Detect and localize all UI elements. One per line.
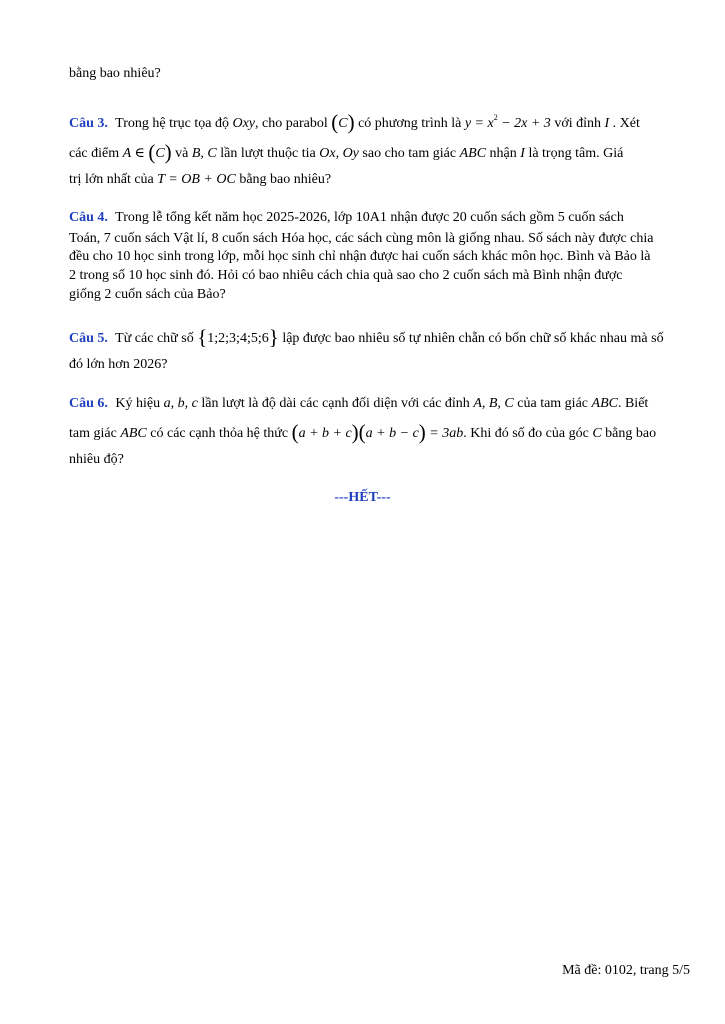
question-6-line-2 — [69, 420, 657, 444]
question-4-line-1 — [69, 210, 624, 226]
math-a: A ∈ — [122, 146, 145, 161]
text: của tam giác — [517, 396, 589, 411]
math-abc: ABC — [120, 426, 147, 441]
text: bằng bao nhiêu? — [239, 172, 332, 187]
math-diff: a + b − c — [365, 426, 419, 441]
text: ? — [161, 357, 168, 372]
question-4-line-2: Toán, 7 cuốn sách Vật lí, 8 cuốn sách Hóa học, các sách cùng môn là giống nhau. Số sách này được chia — [69, 231, 654, 246]
question-4-line-4: 2 trong số 10 học sinh đó. Hỏi có bao nhiêu cách chia quà sao cho 2 cuốn sách mà Bình nhận được — [69, 268, 623, 283]
text: đó lớn hơn — [69, 357, 130, 372]
question-3-line-1 — [69, 110, 640, 134]
text: và — [175, 146, 189, 161]
brace-open: { — [197, 325, 208, 349]
text: với đỉnh — [554, 116, 601, 131]
question-3-line-2 — [69, 140, 624, 164]
text: bằng bao — [605, 426, 657, 441]
text: tam giác — [69, 426, 117, 441]
end-mark: ---HẾT--- — [334, 490, 391, 505]
question-6-line-3: nhiêu độ? — [69, 452, 124, 467]
text: có các cạnh thỏa hệ thức — [150, 426, 289, 441]
paren-open: ( — [148, 140, 156, 164]
text: Trong lễ tổng kết năm học 2025-2026, lớp 10A1 nhận được 20 cuốn sách gồm 5 cuốn sách — [115, 210, 624, 225]
math-abc-vertices: A, B, C — [473, 396, 514, 411]
question-5-line-2 — [69, 357, 167, 373]
text: là trọng tâm. Giá — [528, 146, 624, 161]
question-6-line-1 — [69, 396, 648, 412]
paren-close: ) — [164, 140, 172, 164]
paren-open: ( — [358, 420, 366, 444]
text: . Biết — [617, 396, 649, 411]
math-c: C — [338, 116, 348, 131]
text: sao cho tam giác — [362, 146, 457, 161]
math-exponent: 2 — [493, 113, 498, 122]
paren-close: ) — [418, 420, 426, 444]
math-eq: = 3ab — [429, 426, 464, 441]
text: các điểm — [69, 146, 120, 161]
math-set: 1;2;3;4;5;6 — [207, 331, 269, 346]
math-eq: = x — [474, 116, 494, 131]
paren-close: ) — [351, 420, 359, 444]
text: nhận — [489, 146, 517, 161]
math-i: I — [604, 116, 610, 131]
question-4-label: Câu 4. — [69, 210, 108, 225]
math-sum: a + b + c — [298, 426, 352, 441]
math-abc-small: a, b, c — [163, 396, 198, 411]
math-number: 2026 — [133, 357, 162, 372]
intro-line: bằng bao nhiêu? — [69, 66, 161, 81]
text: , cho parabol — [255, 116, 328, 131]
page-footer: Mã đề: 0102, trang 5/5 — [562, 963, 690, 978]
math-oxoy: Ox, Oy — [319, 146, 359, 161]
math-y: y — [464, 116, 472, 131]
question-6-label: Câu 6. — [69, 396, 108, 411]
math-i: I — [520, 146, 525, 161]
math-abc: ABC — [459, 146, 487, 161]
question-5-line-1 — [69, 325, 664, 349]
text: Từ các chữ số — [115, 331, 194, 346]
math-c: C — [592, 426, 602, 441]
text: Trong hệ trục tọa độ — [115, 116, 229, 131]
question-4-line-3: đều cho 10 học sinh trong lớp, mỗi học sinh chỉ nhận được hai cuốn sách khác môn học. Bình và Bảo là — [69, 249, 651, 264]
question-5-label: Câu 5. — [69, 331, 108, 346]
question-3-label: Câu 3. — [69, 116, 108, 131]
math-oxy: Oxy — [232, 116, 256, 131]
paren-open: ( — [291, 420, 299, 444]
paren-open: ( — [331, 110, 339, 134]
question-3-line-3 — [69, 172, 331, 188]
text: . Khi đó số đo của góc — [463, 426, 589, 441]
text: lập được bao nhiêu số tự nhiên chẵn có bốn chữ số khác nhau mà số — [282, 331, 664, 346]
text: lần lượt thuộc tia — [220, 146, 316, 161]
math-eq: − 2x + 3 — [501, 116, 551, 131]
text: . Xét — [612, 116, 640, 131]
text: lần lượt là độ dài các cạnh đối diện với các đỉnh — [201, 396, 470, 411]
text: trị lớn nhất của — [69, 172, 154, 187]
math-expression: T = OB + OC — [157, 172, 236, 187]
brace-close: } — [268, 325, 279, 349]
text: Ký hiệu — [115, 396, 161, 411]
math-c: C — [155, 146, 165, 161]
math-abc: ABC — [591, 396, 618, 411]
text: có phương trình là — [358, 116, 462, 131]
paren-close: ) — [347, 110, 355, 134]
question-4-line-5: giống 2 cuốn sách của Bảo? — [69, 287, 226, 302]
math-bc: B, C — [191, 146, 217, 161]
